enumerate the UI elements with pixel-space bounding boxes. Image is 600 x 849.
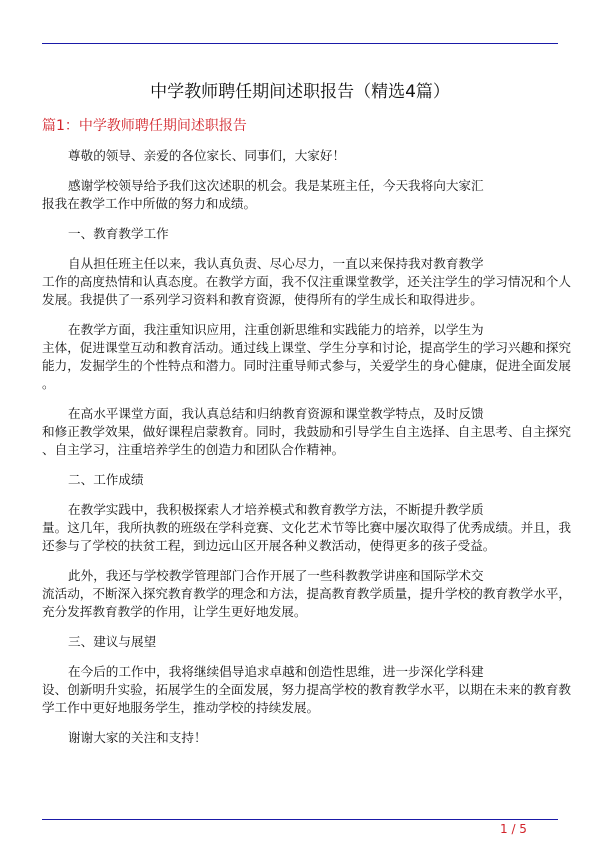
text-line: 设、创新明升实验，拓展学生的全面发展，努力提高学校的教育教学水平，以期在未来的教育教 bbox=[42, 682, 571, 697]
text-line: 量。这几年，我所执教的班级在学科竞赛、文化艺术节等比赛中屡次取得了优秀成绩。并且，我 bbox=[42, 520, 571, 535]
paragraph bbox=[42, 501, 571, 555]
text-line: 此外，我还与学校教学管理部门合作开展了一些科教教学讲座和国际学术交 bbox=[68, 568, 484, 583]
text-line: 在教学方面，我注重知识应用，注重创新思维和实践能力的培养，以学生为 bbox=[68, 322, 484, 337]
text-line: 二、工作成绩 bbox=[68, 472, 144, 487]
text-line: 感谢学校领导给予我们这次述职的机会。我是某班主任，今天我将向大家汇 bbox=[68, 178, 484, 193]
footer-rule bbox=[42, 819, 558, 820]
text-line: 工作的高度热情和认真态度。在教学方面，我不仅注重课堂教学，还关注学生的学习情况和个人 bbox=[42, 274, 571, 289]
text-line: 充分发挥教育教学的作用，让学生更好地发展。 bbox=[42, 604, 307, 619]
text-line: 在高水平课堂方面，我认真总结和归纳教育资源和课堂教学特点，及时反馈 bbox=[68, 406, 484, 421]
text-line: 报我在教学工作中所做的努力和成绩。 bbox=[42, 196, 257, 211]
text-line: 和修正教学效果，做好课程启蒙教育。同时，我鼓励和引导学生自主选择、自主思考、自主探究 bbox=[42, 424, 571, 439]
text-line: 在今后的工作中，我将继续倡导追求卓越和创造性思维，进一步深化学科建 bbox=[68, 664, 484, 679]
section-heading: 篇1：中学教师聘任期间述职报告 bbox=[42, 118, 247, 134]
paragraph bbox=[42, 225, 562, 243]
text-line: 谢谢大家的关注和支持！ bbox=[68, 730, 207, 745]
paragraph bbox=[42, 729, 562, 747]
text-line: 流活动，不断深入探究教育教学的理念和方法，提高教育教学质量，提升学校的教育教学水平， bbox=[42, 586, 571, 601]
text-line: 三、建议与展望 bbox=[68, 634, 157, 649]
header-rule bbox=[42, 43, 558, 44]
paragraph bbox=[42, 663, 571, 717]
text-line: 。 bbox=[42, 376, 55, 391]
paragraph bbox=[42, 471, 562, 489]
text-line: 尊敬的领导、亲爱的各位家长、同事们，大家好！ bbox=[68, 148, 346, 163]
text-line: 还参与了学校的扶贫工程，到边远山区开展各种义教活动，使得更多的孩子受益。 bbox=[42, 538, 496, 553]
paragraph bbox=[42, 567, 571, 621]
paragraph bbox=[42, 405, 571, 459]
document-title: 中学教师聘任期间述职报告（精选4篇） bbox=[150, 82, 450, 102]
paragraph bbox=[42, 255, 571, 309]
text-line: 学工作中更好地服务学生，推动学校的持续发展。 bbox=[42, 700, 320, 715]
paragraph bbox=[42, 177, 562, 213]
paragraph bbox=[42, 321, 571, 393]
paragraph bbox=[42, 633, 562, 651]
paragraph bbox=[42, 147, 562, 165]
page-number: 1 / 5 bbox=[500, 822, 527, 836]
text-line: 一、教育教学工作 bbox=[68, 226, 169, 241]
document-body bbox=[42, 147, 571, 759]
text-line: 自从担任班主任以来，我认真负责、尽心尽力，一直以来保持我对教育教学 bbox=[68, 256, 484, 271]
text-line: 主体，促进课堂互动和教育活动。通过线上课堂、学生分享和讨论，提高学生的学习兴趣和探究 bbox=[42, 340, 571, 355]
text-line: 能力，发掘学生的个性特点和潜力。同时注重导师式参与，关爱学生的身心健康，促进全面发展 bbox=[42, 358, 571, 373]
text-line: 在教学实践中，我积极探索人才培养模式和教育教学方法，不断提升教学质 bbox=[68, 502, 484, 517]
text-line: 、自主学习，注重培养学生的创造力和团队合作精神。 bbox=[42, 442, 345, 457]
text-line: 发展。我提供了一系列学习资料和教育资源，使得所有的学生成长和取得进步。 bbox=[42, 292, 483, 307]
